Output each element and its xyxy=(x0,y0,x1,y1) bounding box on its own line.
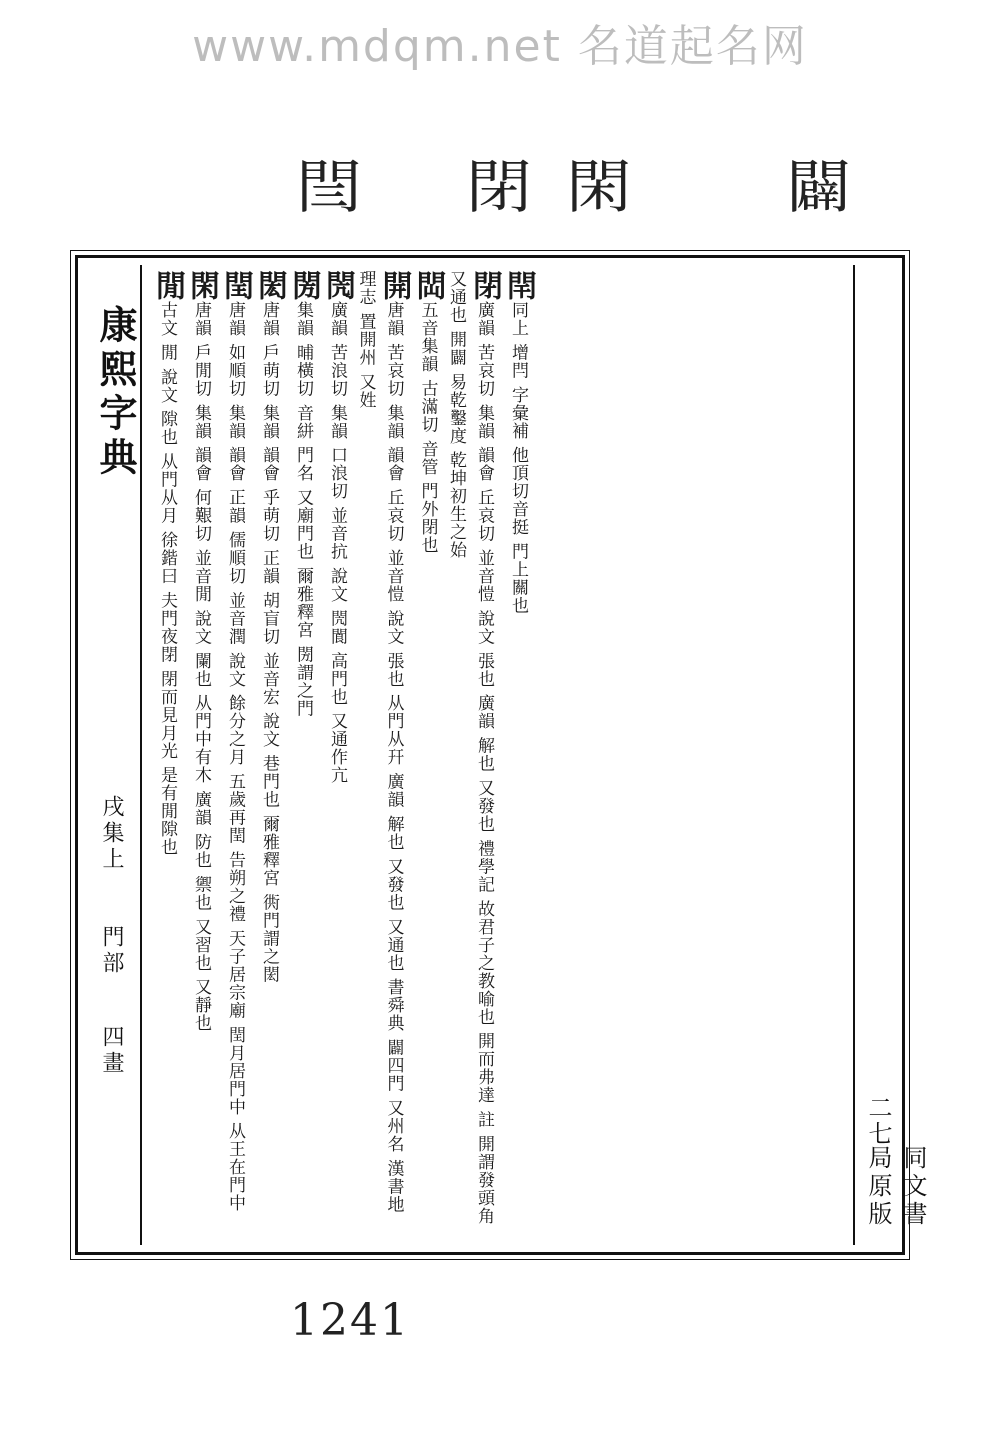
entry-text: 五音集韻 古滿切 音管 門外閉也 xyxy=(417,301,438,555)
entry xyxy=(501,270,535,1230)
entry xyxy=(218,270,252,1230)
entry-head-char: 閌 xyxy=(320,270,355,301)
entry xyxy=(354,270,411,1230)
entry xyxy=(411,270,445,1230)
entry-head-char: 開 xyxy=(376,270,412,301)
print-page-number: 1241 xyxy=(290,1295,410,1346)
watermark-text: www.mdqm.net 名道起名网 xyxy=(192,21,808,72)
right-margin-column xyxy=(853,265,927,1245)
stroke-count-label: 四畫 xyxy=(99,1025,124,1077)
entry xyxy=(252,270,286,1230)
entry xyxy=(184,270,218,1230)
entry-head-char: 閍 xyxy=(286,270,321,301)
entry-head-char: 閈 xyxy=(501,270,536,301)
entry-text: 廣韻 苦浪切 集韻 口浪切 並音抗 說文 閌閬 高門也 又通作亢 xyxy=(327,301,347,785)
entry-head-char: 閉 xyxy=(467,270,502,301)
entry-text: 唐韻 戶萌切 集韻 韻會 乎萌切 正韻 胡盲切 並音宏 說文 巷門也 爾雅釋宮 衖門謂之閎 xyxy=(259,301,279,984)
seal-char-3: 閑 xyxy=(565,153,633,221)
seal-char-2: 閉 xyxy=(465,153,533,221)
entry-columns xyxy=(150,270,535,1230)
dictionary-body xyxy=(150,270,840,1230)
publisher-label: 同文書局原版 xyxy=(864,1145,927,1229)
entry-head-char: 閎 xyxy=(252,270,287,301)
entry-text: 唐韻 如順切 集韻 韻會 正韻 儒順切 並音潤 說文 餘分之月 五歲再閏 告朔之禮 天子居宗廟 閏月居門中 从王在門中 xyxy=(225,301,245,1213)
radical-label: 門部 xyxy=(99,925,124,977)
entry-text: 古文 閒 說文 隙也 从門从月 徐鍇曰 夫門夜閉 閉而見月光 是有閒隙也 xyxy=(157,301,177,857)
entry-head-char: 閊 xyxy=(410,270,446,301)
entry xyxy=(286,270,320,1230)
entry-text: 同上 增閂 字彙補 他頂切音挺 門上關也 xyxy=(508,301,528,615)
entry-head-char: 閑 xyxy=(184,270,219,301)
entry-text: 廣韻 苦哀切 集韻 韻會 丘哀切 並音愷 說文 張也 廣韻 解也 又發也 禮學記 故君子之教喻也 開而弗達 註 開謂發頭角 又通也 開闢 易乾鑿度 乾坤初生之始 xyxy=(446,270,494,1226)
seal-char-1: 閆 xyxy=(295,153,363,221)
entry-text: 唐韻 苦哀切 集韻 韻會 丘哀切 並音愷 說文 張也 从門从幵 廣韻 解也 又發也 又通也 書舜典 闢四門 又州名 漢書地理志 置開州 又姓 xyxy=(355,270,404,1214)
book-title: 康熙字典 xyxy=(93,305,138,481)
left-margin-column xyxy=(80,265,142,1245)
entry-head-char: 閒 xyxy=(150,270,185,301)
entry xyxy=(150,270,184,1230)
entry-text: 唐韻 戶閒切 集韻 韻會 何艱切 並音閒 說文 闌也 从門中有木 廣韻 防也 禦也 又習也 又靜也 xyxy=(191,301,211,1033)
entry-head-char: 閏 xyxy=(218,270,253,301)
entry xyxy=(320,270,354,1230)
seal-script-row xyxy=(0,140,1000,220)
seal-char-4: 闢 xyxy=(785,153,853,221)
volume-label: 戌集上 xyxy=(99,795,124,873)
entry xyxy=(445,270,502,1230)
page-number: 二七 xyxy=(864,1095,892,1147)
entry-text: 集韻 晡橫切 音絣 門名 又廟門也 爾雅釋宮 閍謂之門 xyxy=(293,301,313,718)
